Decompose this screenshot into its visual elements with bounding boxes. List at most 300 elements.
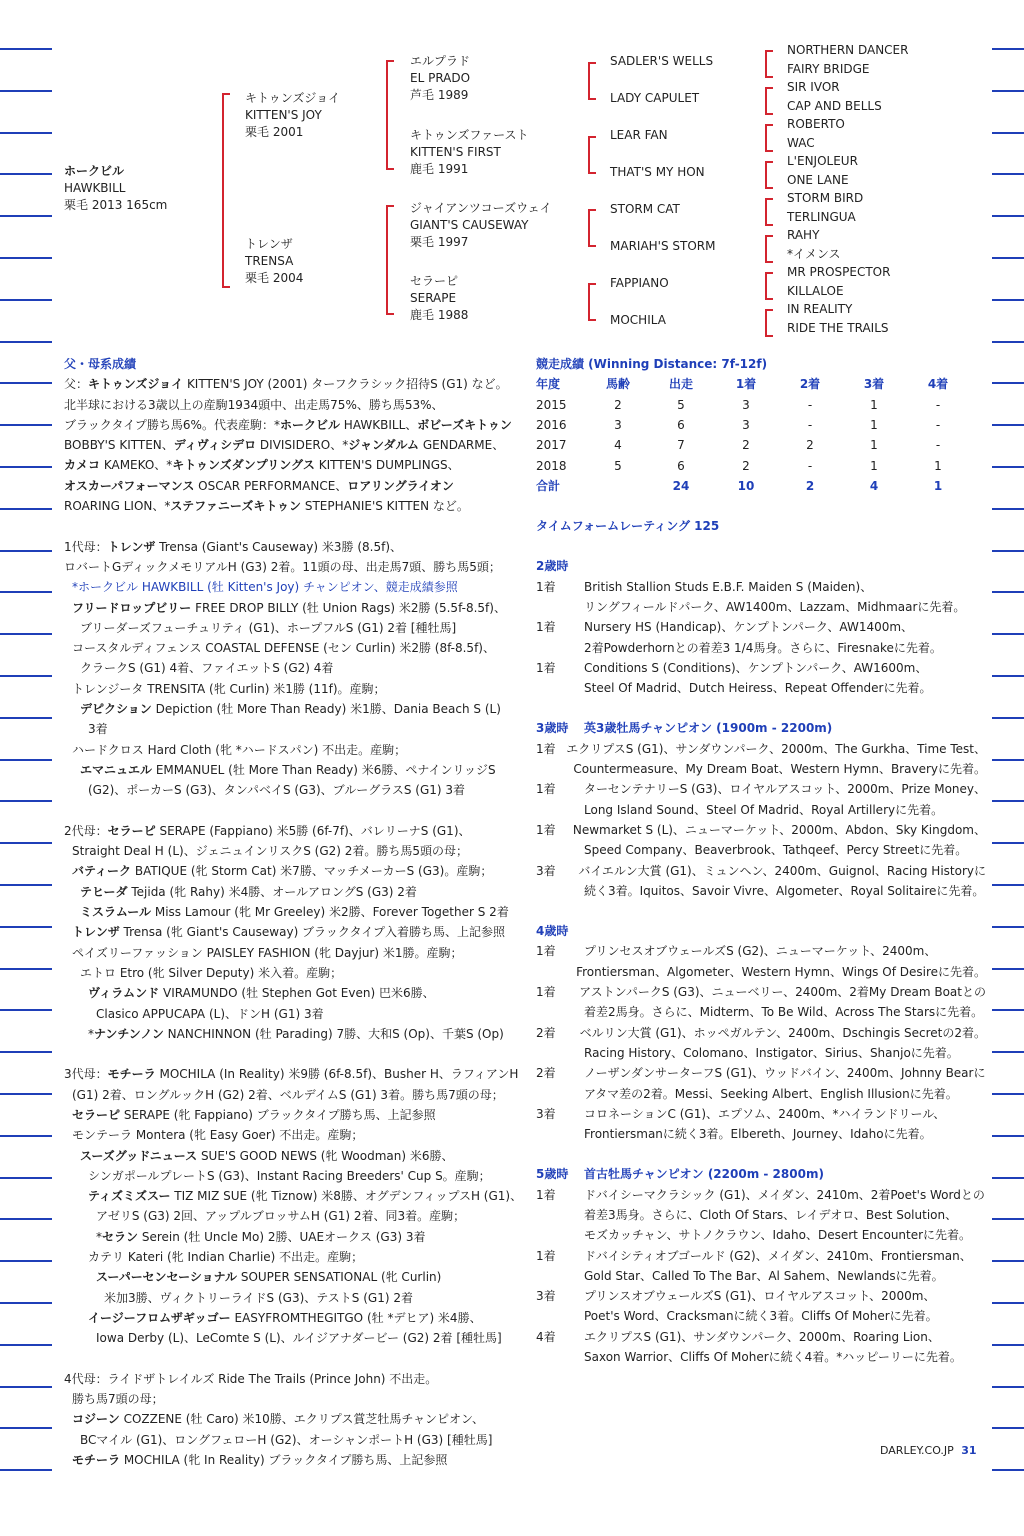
race-line <box>536 800 986 820</box>
record-cell: - <box>807 418 813 433</box>
family-text: GENDARME、 <box>419 438 505 453</box>
family-text: アゼリS (G3) 2回、アップルブロッサムH (G1) 2着、同3着。産駒； <box>96 1209 466 1224</box>
record-cell: 1 <box>870 458 878 473</box>
subject-info: 栗毛 2013 165cm <box>64 198 168 212</box>
race-text: Nursery HS (Handicap)、ケンプトンパーク、AW1400m、 <box>584 620 914 635</box>
family-text: MOCHILA (牝 In Reality) ブラックタイプ勝ち馬、上記参照 <box>120 1453 448 1468</box>
family-text: 2代母： <box>64 823 108 838</box>
family-line <box>64 740 524 760</box>
horse-name: トレンザ <box>72 925 120 940</box>
g4-horse: MR PROSPECTOR <box>787 265 891 279</box>
record-cell: 2016 <box>536 418 567 433</box>
edge-rule <box>0 508 52 510</box>
race-line <box>536 1063 986 1083</box>
g3-horse: FAPPIANO <box>610 276 669 290</box>
g4-horse: ONE LANE <box>787 173 849 187</box>
horse-name: スーズグッドニュース <box>80 1148 198 1163</box>
race-line <box>536 1347 986 1367</box>
race-placing: 1着 <box>536 660 556 675</box>
race-line <box>536 1225 986 1245</box>
edge-rule <box>992 257 1024 259</box>
race-placing: 1着 <box>536 579 556 594</box>
race-text: 着差3馬身。さらに、Cloth Of Stars、レイデオロ、Best Solution、 <box>584 1207 958 1222</box>
horse-name: ステファニーズキトゥン <box>170 499 302 514</box>
edge-rule <box>992 508 1024 510</box>
family-text: ハードクロス Hard Cloth (牝 *ハードスパン) 不出走。産駒； <box>72 742 407 757</box>
dam-dam <box>410 273 468 324</box>
record-row <box>536 395 970 415</box>
race-placing <box>536 1205 584 1225</box>
family-text: KITTEN'S DUMPLINGS、 <box>314 458 460 473</box>
dam-sire <box>410 200 552 251</box>
record-cell: 24 <box>672 478 690 493</box>
edge-rule <box>992 1051 1024 1053</box>
race-placing <box>536 1306 584 1326</box>
record-row <box>536 455 970 475</box>
pedigree-bracket <box>765 87 773 115</box>
race-line <box>536 1306 986 1326</box>
family-line <box>64 943 524 963</box>
family-text: コースタルディフェンス COASTAL DEFENSE (セン Curlin) 米2勝 (8f-8.5f)、 <box>72 641 495 656</box>
sire-kana: キトゥンズジョイ <box>245 91 341 105</box>
record-cell: - <box>935 418 941 433</box>
race-placing <box>536 638 584 658</box>
pedigree-bracket <box>765 50 773 78</box>
record-header: 1着 <box>735 377 757 392</box>
record-cell: 6 <box>677 418 685 433</box>
race-text: ドバイシティオブゴールド (G2)、メイダン、2410m、Frontiersman、 <box>584 1248 972 1263</box>
edge-rule <box>992 675 1024 677</box>
record-cell: 1 <box>934 458 942 473</box>
race-placing <box>536 597 584 617</box>
edge-rule <box>0 424 52 426</box>
family-text: ペイズリーファッション PAISLEY FASHION (牝 Dayjur) 米1勝。産駒； <box>72 945 463 960</box>
g4-horse: STORM BIRD <box>787 191 864 205</box>
race-placing: 1着 <box>536 1187 556 1202</box>
family-line <box>64 374 524 394</box>
record-header: 4着 <box>927 377 949 392</box>
family-text: COZZENE (牡 Caro) 米10勝、エクリプス賞芝牡馬チャンピオン、 <box>119 1412 485 1427</box>
record-cell: 4 <box>614 438 622 453</box>
edge-rule <box>992 591 1024 593</box>
race-text: Poet's Word、Cracksmanに続く3着。Cliffs Of Moherに先着。 <box>584 1309 938 1324</box>
record-header: 3着 <box>863 377 885 392</box>
family-text: OSCAR PERFORMANCE、 <box>194 478 348 493</box>
race-text: Conditions S (Conditions)、ケンプトンパーク、AW1600m、 <box>584 660 928 675</box>
edge-rule <box>992 173 1024 175</box>
horse-name: キトゥンズジョイ <box>88 377 184 392</box>
family-line <box>64 435 524 455</box>
sire-dam-info: 鹿毛 1991 <box>410 162 469 176</box>
family-text: 父： <box>64 377 89 392</box>
g3-horse: MOCHILA <box>610 313 666 327</box>
g3-horse: THAT'S MY HON <box>610 165 705 179</box>
edge-rule <box>0 1427 52 1429</box>
g4-horse: TERLINGUA <box>787 210 856 224</box>
edge-rule <box>0 257 52 259</box>
family-line <box>64 801 524 821</box>
family-line <box>64 841 524 861</box>
sire <box>245 90 340 141</box>
record-header: 年度 <box>536 377 561 392</box>
family-text: HAWKBILL、 <box>339 417 418 432</box>
family-line <box>64 1308 524 1328</box>
family-text: 北半球における3歳以上の産駒1934頭中、出走馬75%、勝ち馬53%、 <box>64 397 444 412</box>
race-placing: 3着 <box>536 1106 556 1121</box>
family-line <box>64 1004 524 1024</box>
record-heading: 競走成績 (Winning Distance: 7f-12f) <box>536 357 768 371</box>
record-cell: 2 <box>805 478 815 493</box>
edge-rule <box>0 675 52 677</box>
race-line <box>536 982 986 1002</box>
race-text: Newmarket S (L)、ニューマーケット、2000m、Abdon、Sky Kingdom、 <box>572 822 986 837</box>
family-line <box>64 618 524 638</box>
race-line <box>536 1023 986 1043</box>
record-cell: 2 <box>742 438 750 453</box>
age-section <box>536 556 986 698</box>
timeform-rating: タイムフォームレーティング 125 <box>536 519 720 534</box>
horse-name: モチーラ <box>72 1453 121 1468</box>
edge-rule <box>992 633 1024 635</box>
pedigree-bracket <box>588 283 596 321</box>
race-text: ドバイシーマクラシック (G1)、メイダン、2410m、2着Poet's Wordとの <box>584 1187 985 1202</box>
sire-name: KITTEN'S JOY <box>245 108 322 122</box>
family-line <box>64 455 524 475</box>
age-heading <box>536 1164 986 1184</box>
family-section <box>64 354 524 1470</box>
edge-rule <box>992 759 1024 761</box>
family-text: *ホークビル HAWKBILL (牡 Kitten's Joy) チャンピオン、競走成績参照 <box>72 580 458 595</box>
edge-rule <box>992 842 1024 844</box>
family-text: ブラックタイプ勝ち馬6%。代表産駒：* <box>64 417 280 432</box>
edge-rule <box>0 1469 52 1471</box>
family-line <box>64 922 524 942</box>
g4-horse: ROBERTO <box>787 117 845 131</box>
family-line <box>64 1409 524 1429</box>
family-line <box>64 1166 524 1186</box>
family-line <box>64 1186 524 1206</box>
pedigree-bracket <box>588 136 596 174</box>
family-heading: 父・母系成績 <box>64 357 137 371</box>
race-text: Frontiersmanに続く3着。Elbereth、Journey、Idahoに先着。 <box>584 1127 932 1142</box>
family-line <box>64 1389 524 1409</box>
race-placing <box>536 1225 584 1245</box>
race-text: リングフィールドパーク、AW1400m、Lazzam、Midhmaarに先着。 <box>584 599 966 614</box>
race-line <box>536 1286 986 1306</box>
record-cell: 5 <box>677 397 685 412</box>
g4-horse: SIR IVOR <box>787 80 840 94</box>
record-table <box>536 374 970 496</box>
race-placing: 1着 <box>536 782 556 797</box>
family-text: 米加3勝、ヴィクトリーライドS (G3)、テストS (G1) 2着 <box>104 1290 413 1305</box>
page-footer <box>880 1443 977 1459</box>
record-cell: 7 <box>677 438 685 453</box>
family-text: EASYFROMTHEGITGO (牡 *デヒア) 米4勝、 <box>230 1310 482 1325</box>
record-header: 馬齢 <box>605 377 630 392</box>
race-line <box>536 840 986 860</box>
race-text: Frontiersman、Algometer、Western Hymn、Wings Of Desireに先着。 <box>576 964 986 979</box>
family-line <box>64 1064 524 1084</box>
horse-name: デピクション <box>80 702 152 717</box>
record-cell: 2017 <box>536 438 567 453</box>
edge-rule <box>992 48 1024 50</box>
edge-rule <box>992 884 1024 886</box>
record-cell: 2 <box>742 458 750 473</box>
family-text: 3着 <box>88 722 108 737</box>
race-line <box>536 1084 986 1104</box>
edge-rule <box>0 884 52 886</box>
race-text: Countermeasure、My Dream Boat、Western Hymn、Braveryに先着。 <box>573 762 986 777</box>
race-placing <box>536 1043 584 1063</box>
family-text: TIZ MIZ SUE (牝 Tiznow) 米8勝、オグデンフィップスH (G1)、 <box>170 1189 523 1204</box>
horse-name: コジーン <box>72 1412 120 1427</box>
race-text: 2着Powderhornとの着差3 1/4馬身。さらに、Firesnakeに先着。 <box>584 640 942 655</box>
dam-sire-info: 栗毛 1997 <box>410 235 469 249</box>
age-heading <box>536 556 986 576</box>
race-text: ターセンテナリーS (G3)、ロイヤルアスコット、2000m、Prize Money、 <box>583 782 986 797</box>
g3-horse: LADY CAPULET <box>610 91 700 105</box>
edge-rule <box>992 132 1024 134</box>
family-line <box>64 1146 524 1166</box>
dam <box>245 236 303 287</box>
edge-rule <box>992 1260 1024 1262</box>
race-placing <box>536 800 584 820</box>
family-text: Straight Deal H (L)、ジェニュインリスクS (G2) 2着。勝ち馬5頭の母； <box>72 844 469 859</box>
family-line <box>64 1247 524 1267</box>
race-line <box>536 881 986 901</box>
race-text: エクリプスS (G1)、サンダウンパーク、2000m、The Gurkha、Time Test、 <box>566 741 986 756</box>
race-text: ノーザンダンサーターフS (G1)、ウッドバイン、2400m、Johnny Bearに <box>584 1066 986 1081</box>
family-text: VIRAMUNDO (牡 Stephen Got Even) 巴米6勝、 <box>159 986 435 1001</box>
record-cell: 1 <box>870 418 878 433</box>
edge-rule <box>0 550 52 552</box>
family-line <box>64 1105 524 1125</box>
record-header: 2着 <box>799 377 821 392</box>
pedigree-bracket <box>765 235 773 263</box>
pedigree-bracket <box>765 309 773 337</box>
race-text: アタマ差の2着。Messi、Seeking Albert、English Illusionに先着。 <box>584 1086 958 1101</box>
family-text: * <box>96 1229 102 1244</box>
g4-horse: FAIRY BRIDGE <box>787 62 870 76</box>
sire-sire-kana: エルプラド <box>410 54 471 68</box>
footer-site: DARLEY.CO.JP <box>880 1444 954 1457</box>
edge-rule <box>992 926 1024 928</box>
family-text: Miss Lamour (牝 Mr Greeley) 米2勝、Forever Together S 2着 <box>151 905 509 920</box>
family-text: 4代母：ライドザトレイルズ Ride The Trails (Prince John) 不出走。 <box>64 1371 438 1386</box>
race-placing: 1着 <box>536 741 556 756</box>
race-placing <box>536 881 584 901</box>
edge-rule <box>992 800 1024 802</box>
record-cell: - <box>807 397 813 412</box>
race-history <box>536 556 986 1367</box>
family-lines <box>64 374 524 1470</box>
dam-name: TRENSA <box>245 254 294 268</box>
subject-name: HAWKBILL <box>64 181 126 195</box>
race-placing: 1着 <box>536 944 556 959</box>
horse-name: フリードロップビリー <box>72 600 192 615</box>
edge-rule <box>0 48 52 50</box>
family-line <box>64 1227 524 1247</box>
family-text: Trensa (牝 Giant's Causeway) ブラックタイプ入着勝ち馬、上記参照 <box>119 925 505 940</box>
pedigree-bracket <box>386 205 394 315</box>
subject-kana: ホークビル <box>64 164 125 178</box>
race-placing: 1着 <box>536 985 556 1000</box>
family-text: Serein (牡 Uncle Mo) 2勝、UAEオークス (G3) 3着 <box>138 1229 426 1244</box>
horse-name: テヒーダ <box>80 884 128 899</box>
family-text: Trensa (Giant's Causeway) 米3勝 (8.5f)、 <box>155 539 403 554</box>
edge-rule <box>992 1469 1024 1471</box>
record-cell: 2015 <box>536 397 567 412</box>
family-line <box>64 821 524 841</box>
race-placing <box>536 840 584 860</box>
edge-rule <box>992 550 1024 552</box>
record-row <box>536 415 970 435</box>
race-line <box>536 739 986 759</box>
horse-name: トレンザ <box>107 539 156 554</box>
edge-rule <box>0 1344 52 1346</box>
edge-rule <box>0 800 52 802</box>
horse-name: カメコ <box>64 458 101 473</box>
family-line <box>64 902 524 922</box>
race-line <box>536 820 986 840</box>
edge-rule <box>992 1218 1024 1220</box>
g3-horse: LEAR FAN <box>610 128 668 142</box>
g3-horse: MARIAH'S STORM <box>610 239 716 253</box>
edge-rule <box>992 382 1024 384</box>
family-text: KITTEN'S JOY (2001) ターフクラシック招待S (G1) など。 <box>183 377 508 392</box>
age-section <box>536 921 986 1144</box>
family-text: EMMANUEL (牡 More Than Ready) 米6勝、ペナインリッジS <box>152 762 496 777</box>
subject-horse <box>64 163 167 214</box>
record-header: 出走 <box>668 377 693 392</box>
race-line <box>536 1104 986 1124</box>
dam-sire-kana: ジャイアンツコーズウェイ <box>410 201 552 215</box>
edge-rule <box>0 1260 52 1262</box>
record-cell: 1 <box>870 397 878 412</box>
family-line <box>64 1024 524 1044</box>
horse-name: ジャンダルム <box>348 438 420 453</box>
family-text: ROARING LION、* <box>64 499 171 514</box>
family-line <box>64 983 524 1003</box>
race-text: 続く3着。Iquitos、Savoir Vivre、Algometer、Royal Solitaireに先着。 <box>584 883 985 898</box>
family-text: SUE'S GOOD NEWS (牝 Woodman) 米6勝、 <box>197 1148 454 1163</box>
edge-rule <box>0 1218 52 1220</box>
horse-name: スーパーセンセーショナル <box>96 1270 238 1285</box>
edge-rule <box>0 1302 52 1304</box>
horse-name: ナンチンノン <box>94 1026 164 1041</box>
horse-name: キトゥンズダンプリングス <box>172 458 315 473</box>
record-cell: - <box>807 458 813 473</box>
race-placing <box>536 678 584 698</box>
edge-rule <box>992 1009 1024 1011</box>
edge-rule <box>0 341 52 343</box>
family-text: SERAPE (牝 Fappiano) ブラックタイプ勝ち馬、上記参照 <box>120 1107 436 1122</box>
edge-rule <box>0 1135 52 1137</box>
edge-rule <box>0 759 52 761</box>
family-text: クラークS (G1) 4着、ファイエットS (G2) 4着 <box>80 661 334 676</box>
race-text: Long Island Sound、Steel Of Madrid、Royal Artilleryに先着。 <box>584 802 944 817</box>
horse-name: セラン <box>102 1229 139 1244</box>
family-text: カテリ Kateri (牝 Indian Charlie) 不出走。産駒； <box>88 1250 364 1265</box>
record-cell: 6 <box>677 458 685 473</box>
record-cell: 2018 <box>536 458 567 473</box>
family-line <box>64 861 524 881</box>
race-text: モズカッチャン、サトノクラウン、Idaho、Desert Encounterに先着。 <box>584 1228 972 1243</box>
family-line <box>64 598 524 618</box>
family-text: NANCHINNON (牡 Parading) 7勝、大和S (Op)、千葉S (Op) <box>163 1026 504 1041</box>
horse-name: ロアリングライオン <box>347 478 454 493</box>
race-text: アストンパークS (G3)、ニューベリー、2400m、2着My Dream Boatとの <box>579 985 986 1000</box>
family-text: モンテーラ Montera (牝 Easy Goer) 不出走。産駒； <box>72 1128 364 1143</box>
race-placing <box>536 962 576 982</box>
edge-rule <box>0 591 52 593</box>
family-text: BOBBY'S KITTEN、 <box>64 438 174 453</box>
family-text: 勝ち馬7頭の母； <box>72 1392 164 1407</box>
race-text: エクリプスS (G1)、サンダウンパーク、2000m、Roaring Lion、 <box>584 1329 940 1344</box>
family-line <box>64 1369 524 1389</box>
family-line <box>64 638 524 658</box>
edge-rule <box>0 926 52 928</box>
race-text: プリンセスオブウェールズS (G2)、ニューマーケット、2400m、 <box>584 944 937 959</box>
family-line <box>64 496 524 516</box>
horse-name: オスカーパフォーマンス <box>64 478 195 493</box>
edge-rule <box>992 1427 1024 1429</box>
horse-name: ミスラムール <box>80 905 152 920</box>
family-line <box>64 699 524 719</box>
sire-dam-name: KITTEN'S FIRST <box>410 145 501 159</box>
race-text: Gold Star、Called To The Bar、Al Sahem、Newlandsに先着。 <box>584 1268 944 1283</box>
family-line <box>64 1085 524 1105</box>
family-line <box>64 395 524 415</box>
edge-rule <box>992 299 1024 301</box>
pedigree-bracket <box>765 161 773 189</box>
edge-rule <box>992 968 1024 970</box>
family-text: (G1) 2着、ロングルックH (G2) 2着、ベルデイムS (G1) 3着。勝ち馬7頭の母； <box>72 1087 504 1102</box>
race-line <box>536 577 986 597</box>
edge-rule <box>0 1177 52 1179</box>
g4-horse: NORTHERN DANCER <box>787 43 909 57</box>
g4-horse: WAC <box>787 136 815 150</box>
g3-horse: STORM CAT <box>610 202 680 216</box>
family-text: BATIQUE (牝 Storm Cat) 米7勝、マッチメーカーS (G3)。産駒； <box>131 864 493 879</box>
family-line <box>64 577 524 597</box>
race-line <box>536 1185 986 1205</box>
family-line <box>64 415 524 435</box>
race-text: 着差2馬身。さらに、Midterm、To Be Wild、Across The Starsに先着。 <box>584 1005 984 1020</box>
race-line <box>536 678 986 698</box>
family-line <box>64 557 524 577</box>
family-text: トレンジータ TRENSITA (牝 Curlin) 米1勝 (11f)。産駒； <box>72 681 386 696</box>
family-line <box>64 1288 524 1308</box>
family-line <box>64 963 524 983</box>
record-cell: 10 <box>737 478 755 493</box>
edge-rule <box>0 968 52 970</box>
sire-sire-name: EL PRADO <box>410 71 471 85</box>
edge-rule <box>0 382 52 384</box>
g4-horse: L'ENJOLEUR <box>787 154 858 168</box>
record-cell: 3 <box>614 418 622 433</box>
race-text: プリンスオブウェールズS (G1)、ロイヤルアスコット、2000m、 <box>584 1289 936 1304</box>
race-line <box>536 962 986 982</box>
family-line <box>64 476 524 496</box>
race-placing: 1着 <box>536 1248 556 1263</box>
race-placing: 2着 <box>536 1066 556 1081</box>
pedigree-bracket <box>765 124 773 152</box>
sire-sire-info: 芦毛 1989 <box>410 88 469 102</box>
dam-dam-name: SERAPE <box>410 291 457 305</box>
family-text: MOCHILA (In Reality) 米9勝 (6f-8.5f)、Busher H、ラフィアンH <box>155 1067 519 1082</box>
horse-name: ヴィラムンド <box>88 986 160 1001</box>
